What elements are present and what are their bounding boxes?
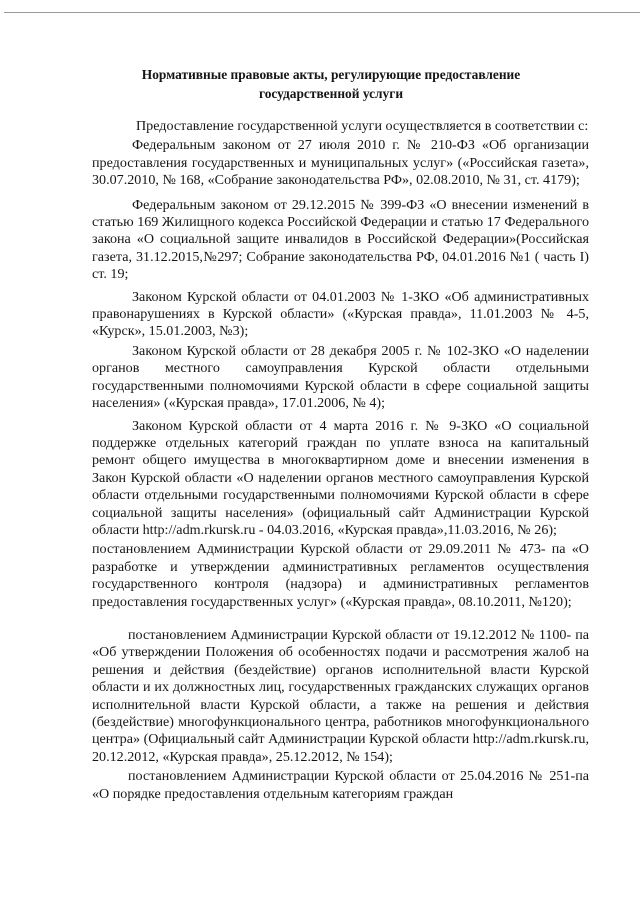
title-line-2: государственной услуги: [258, 86, 404, 101]
document-title: [96, 65, 566, 103]
paragraph-federal-law-210: Федеральным законом от 27 июля 2010 г. № 210-ФЗ «Об организации предоставления государственных и муниципальных услуг» («Российская газета», 30.07.2010, № 168, «Собрание законодательства РФ», 02.08.2010, № 31, ст. 4179);: [92, 137, 589, 189]
paragraph-kursk-law-9zko: Законом Курской области от 4 марта 2016 г. № 9-ЗКО «О социальной поддержке отдельных категорий граждан по уплате взноса на капитальный ремонт общего имущества в многоквартирном доме и внесении изменения в Закон Курской области «О наделении органов местного самоуправления Курской области отдельными государственными полномочиями Курской области в сфере социальной защиты населения» (официальный сайт Администрации Курской области http://adm.rkursk.ru - 04.03.2016, «Курская правда»,11.03.2016, № 26);: [92, 417, 589, 538]
paragraph-kursk-law-1zko: Законом Курской области от 04.01.2003 № 1-ЗКО «Об административных правонарушениях в Курской области» («Курская правда», 11.01.2003 № 4-5, «Курск», 15.01.2003, №3);: [92, 288, 589, 340]
paragraph-resolution-473pa: постановлением Администрации Курской области от 29.09.2011 № 473- па «О разработке и утверждении административных регламентов осуществления государственного контроля (надзора) и административных регламентов предоставления государственных услуг» («Курская правда», 08.10.2011, №120);: [92, 541, 589, 610]
top-divider: [4, 12, 640, 13]
title-line-1: Нормативные правовые акты, регулирующие предоставление: [141, 67, 521, 82]
paragraph-federal-law-399: Федеральным законом от 29.12.2015 № 399-ФЗ «О внесении изменений в статью 169 Жилищного кодекса Российской Федерации и статью 17 Федерального закона «О социальной защите инвалидов в Российской Федерации»(Российская газета, 31.12.2015,№297; Собрание законодательства РФ, 04.01.2016 №1 ( часть I) ст. 19;: [92, 196, 589, 283]
paragraph-resolution-1100pa: постановлением Администрации Курской области от 19.12.2012 № 1100- па «Об утверждении Положения об особенностях подачи и рассмотрения жалоб на решения и действия (бездействие) органов исполнительной власти Курской области и их должностных лиц, государственных гражданских служащих органов исполнительной власти Курской области, а также на решения и действия (бездействие) многофункционального центра, работников многофункционального центра» (Официальный сайт Администрации Курской области http://adm.rkursk.ru, 20.12.2012, «Курская правда», 25.12.2012, № 154);: [92, 626, 589, 765]
paragraph-kursk-law-102zko: Законом Курской области от 28 декабря 2005 г. № 102-ЗКО «О наделении органов местного самоуправления Курской области отдельными государственными полномочиями Курской области в сфере социальной защиты населения» («Курская правда», 17.01.2006, № 4);: [92, 342, 589, 412]
paragraph-intro: Предоставление государственной услуги осуществляется в соответствии с:: [136, 118, 589, 134]
document-body: [92, 118, 589, 803]
paragraph-resolution-251pa: постановлением Администрации Курской области от 25.04.2016 № 251-па «О порядке предоставления отдельным категориям граждан: [92, 768, 589, 802]
